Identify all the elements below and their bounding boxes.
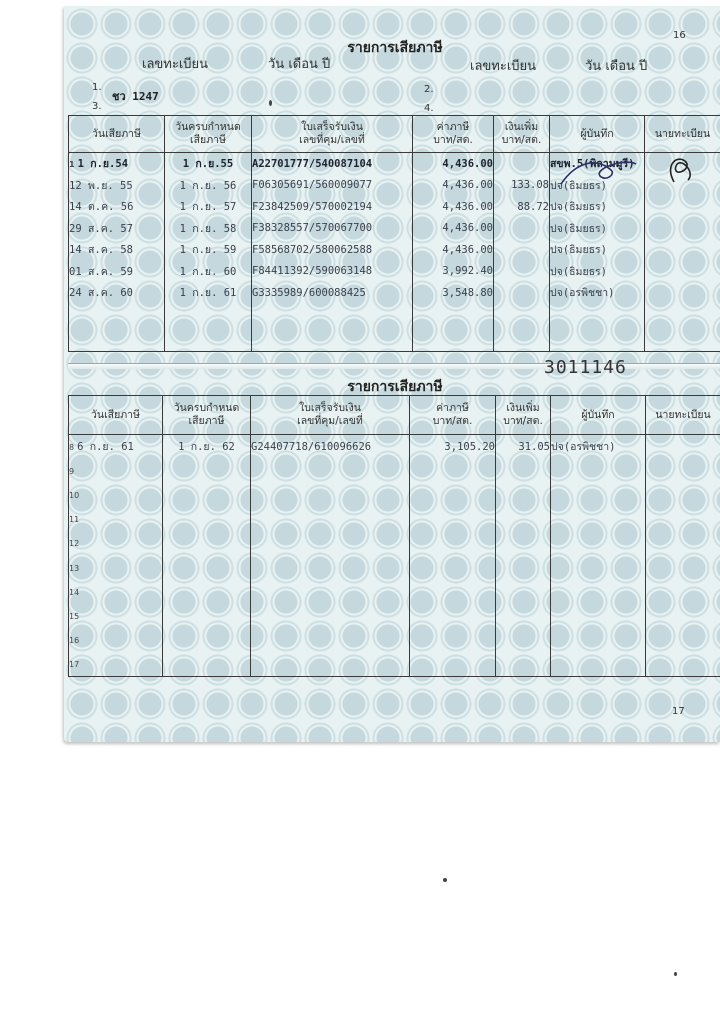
cell-receipt-number xyxy=(251,580,410,604)
cell-surcharge xyxy=(496,531,551,555)
cell-tax-amount: 3,992.40 xyxy=(413,261,494,283)
cell-receipt-number: A22701777/540087104 xyxy=(252,153,413,175)
empty-cell xyxy=(645,304,720,352)
cell-due-date: 1 ก.ย. 58 xyxy=(165,218,252,240)
table-row xyxy=(69,652,720,676)
cell-tax-date xyxy=(69,261,165,283)
cell-recorder xyxy=(551,483,646,507)
scan-speck xyxy=(443,878,447,882)
cell-registrar xyxy=(646,483,720,507)
cell-recorder: ปจ(ธิมยธร) xyxy=(550,239,645,261)
empty-cell xyxy=(550,304,645,352)
cell-registrar xyxy=(646,628,720,652)
line-number-3: 3. xyxy=(92,101,102,112)
cell-due-date xyxy=(163,604,251,628)
cell-surcharge xyxy=(494,261,550,283)
cell-surcharge: 88.72 xyxy=(494,196,550,218)
date-text: 01 ส.ค. 59 xyxy=(69,265,134,278)
table-row xyxy=(69,239,720,261)
cell-receipt-number xyxy=(251,555,410,579)
cell-recorder: สขพ.5(พิลามมูรี) xyxy=(550,153,645,175)
date-text: 14 ต.ค. 56 xyxy=(69,201,134,214)
cell-tax-date xyxy=(69,507,163,531)
cell-due-date xyxy=(163,507,251,531)
date-label-1: วัน เดือน ปี xyxy=(268,57,331,72)
ink-mark xyxy=(269,100,272,106)
row-number: 13 xyxy=(69,563,80,573)
cell-surcharge xyxy=(496,604,551,628)
cell-registrar xyxy=(646,435,720,459)
cell-receipt-number: F06305691/560009077 xyxy=(252,175,413,197)
table-row xyxy=(69,435,720,459)
cell-registrar xyxy=(645,218,720,240)
cell-tax-date xyxy=(69,282,165,304)
cell-due-date: 1 ก.ย. 62 xyxy=(163,435,251,459)
cell-recorder xyxy=(551,531,646,555)
col-tax-date: วันเสียภาษี xyxy=(69,116,165,153)
cell-surcharge xyxy=(494,282,550,304)
cell-surcharge xyxy=(494,218,550,240)
booklet-serial-stamp: 3011146 xyxy=(544,357,627,378)
cell-tax-amount: 4,436.00 xyxy=(413,153,494,175)
cell-tax-amount: 4,436.00 xyxy=(413,175,494,197)
cell-registrar xyxy=(646,459,720,483)
cell-surcharge xyxy=(496,580,551,604)
col-registrar: นายทะเบียน xyxy=(645,116,720,153)
col-tax-date-2: วันเสียภาษี xyxy=(69,396,163,435)
cell-recorder xyxy=(551,580,646,604)
cell-surcharge: 31.05 xyxy=(496,435,551,459)
table-row xyxy=(69,459,720,483)
col-recorder-2: ผู้บันทึก xyxy=(551,396,646,435)
cell-surcharge xyxy=(496,555,551,579)
cell-receipt-number xyxy=(251,531,410,555)
cell-surcharge xyxy=(496,459,551,483)
cell-tax-amount: 4,436.00 xyxy=(413,218,494,240)
cell-tax-amount xyxy=(410,628,496,652)
col-tax: ค่าภาษี บาท/สต. xyxy=(413,116,494,153)
cell-receipt-number xyxy=(251,652,410,676)
col-due-date: วันครบกำหนด เสียภาษี xyxy=(165,116,252,153)
cell-tax-date xyxy=(69,459,163,483)
cell-receipt-number: G3335989/600088425 xyxy=(252,282,413,304)
page-number-left: 16 xyxy=(673,30,686,41)
scan-speck xyxy=(674,972,677,976)
cell-registrar xyxy=(646,580,720,604)
cell-registrar xyxy=(646,531,720,555)
cell-tax-date xyxy=(69,604,163,628)
date-text: 29 ส.ค. 57 xyxy=(69,222,134,235)
cell-due-date: 1 ก.ย. 61 xyxy=(165,282,252,304)
cell-receipt-number xyxy=(251,459,410,483)
cell-registrar xyxy=(646,507,720,531)
cell-tax-amount xyxy=(410,507,496,531)
cell-surcharge xyxy=(496,628,551,652)
cell-tax-amount xyxy=(410,652,496,676)
cell-tax-date xyxy=(69,153,165,175)
col-recorder: ผู้บันทึก xyxy=(550,116,645,153)
cell-registrar xyxy=(646,604,720,628)
row-number: 9 xyxy=(69,466,75,476)
cell-tax-amount xyxy=(410,531,496,555)
cell-tax-date xyxy=(69,239,165,261)
col-surcharge-2: เงินเพิ่ม บาท/สต. xyxy=(496,396,551,435)
cell-receipt-number: G24407718/610096626 xyxy=(251,435,410,459)
cell-recorder xyxy=(551,628,646,652)
cell-tax-date xyxy=(69,218,165,240)
cell-registrar xyxy=(645,282,720,304)
cell-recorder: ปจ(ธิมยธร) xyxy=(550,218,645,240)
cell-due-date xyxy=(163,459,251,483)
cell-receipt-number: F58568702/580062588 xyxy=(252,239,413,261)
cell-tax-amount: 3,548.80 xyxy=(413,282,494,304)
cell-tax-amount xyxy=(410,580,496,604)
line-number-2: 2. xyxy=(424,84,434,95)
registration-label-2: เลขทะเบียน xyxy=(470,59,537,74)
table-row xyxy=(69,483,720,507)
cell-registrar xyxy=(645,261,720,283)
cell-due-date: 1 ก.ย. 57 xyxy=(165,196,252,218)
cell-recorder: ปจ(ธิมยธร) xyxy=(550,175,645,197)
date-text: 6 ก.ย. 61 xyxy=(77,441,134,454)
cell-due-date xyxy=(163,628,251,652)
col-tax-2: ค่าภาษี บาท/สต. xyxy=(410,396,496,435)
cell-receipt-number xyxy=(251,604,410,628)
signature-mark xyxy=(556,152,716,192)
license-plate-number: ชว 1247 xyxy=(112,90,159,103)
empty-cell xyxy=(252,304,413,352)
cell-receipt-number: F38328557/570067700 xyxy=(252,218,413,240)
cell-receipt-number: F23842509/570002194 xyxy=(252,196,413,218)
cell-receipt-number: F84411392/590063148 xyxy=(252,261,413,283)
cell-tax-date xyxy=(69,175,165,197)
cell-tax-date xyxy=(69,555,163,579)
page-number-right: 17 xyxy=(672,706,685,717)
registration-label-1: เลขทะเบียน xyxy=(142,57,209,72)
cell-surcharge xyxy=(496,483,551,507)
empty-cell xyxy=(494,304,550,352)
cell-tax-amount: 4,436.00 xyxy=(413,239,494,261)
empty-cell xyxy=(165,304,252,352)
cell-recorder xyxy=(551,555,646,579)
cell-recorder xyxy=(551,652,646,676)
date-label-2: วัน เดือน ปี xyxy=(585,59,648,74)
table-row-empty xyxy=(69,304,720,352)
table-row xyxy=(69,282,720,304)
row-number: 15 xyxy=(69,611,80,621)
row-number: 12 xyxy=(69,539,80,549)
col-registrar-2: นายทะเบียน xyxy=(646,396,720,435)
table-row xyxy=(69,555,720,579)
cell-registrar xyxy=(645,196,720,218)
row-number: 1 xyxy=(69,160,75,170)
col-receipt: ใบเสร็จรับเงิน เลขที่คุม/เลขที่ xyxy=(252,116,413,153)
table-row xyxy=(69,507,720,531)
cell-receipt-number xyxy=(251,483,410,507)
cell-due-date xyxy=(163,652,251,676)
cell-due-date: 1 ก.ย. 60 xyxy=(165,261,252,283)
table-row xyxy=(69,218,720,240)
cell-registrar xyxy=(646,652,720,676)
cell-due-date xyxy=(163,580,251,604)
col-surcharge: เงินเพิ่ม บาท/สต. xyxy=(494,116,550,153)
cell-surcharge: 133.08 xyxy=(494,175,550,197)
cell-recorder: ปจ(ธิมยธร) xyxy=(550,196,645,218)
row-number: 10 xyxy=(69,490,80,500)
empty-cell xyxy=(69,304,165,352)
cell-due-date xyxy=(163,555,251,579)
cell-registrar xyxy=(646,555,720,579)
row-number: 14 xyxy=(69,587,80,597)
cell-surcharge xyxy=(494,153,550,175)
row-number: 17 xyxy=(69,660,80,670)
date-text: 1 ก.ย.54 xyxy=(77,158,129,171)
tax-payment-table-1 xyxy=(68,115,720,352)
cell-due-date xyxy=(163,483,251,507)
cell-tax-amount: 3,105.20 xyxy=(410,435,496,459)
cell-tax-amount: 4,436.00 xyxy=(413,196,494,218)
cell-recorder: ปจ(อรพิชชา) xyxy=(551,435,646,459)
row-number: 8 xyxy=(69,443,75,453)
cell-tax-date xyxy=(69,580,163,604)
cell-tax-amount xyxy=(410,555,496,579)
col-due-date-2: วันครบกำหนด เสียภาษี xyxy=(163,396,251,435)
cell-recorder xyxy=(551,604,646,628)
cell-surcharge xyxy=(494,239,550,261)
cell-tax-date xyxy=(69,628,163,652)
table-row xyxy=(69,261,720,283)
cell-due-date: 1 ก.ย.55 xyxy=(165,153,252,175)
cell-tax-date xyxy=(69,196,165,218)
cell-due-date xyxy=(163,531,251,555)
cell-due-date: 1 ก.ย. 59 xyxy=(165,239,252,261)
date-text: 24 ส.ค. 60 xyxy=(69,287,134,300)
cell-due-date: 1 ก.ย. 56 xyxy=(165,175,252,197)
row-number: 16 xyxy=(69,636,80,646)
date-text: 14 ส.ค. 58 xyxy=(69,244,134,257)
section-title: รายการเสียภาษี xyxy=(347,40,443,56)
line-number-1: 1. xyxy=(92,82,102,93)
table-row xyxy=(69,580,720,604)
empty-cell xyxy=(413,304,494,352)
table-row xyxy=(69,196,720,218)
cell-tax-date xyxy=(69,531,163,555)
cell-recorder xyxy=(551,459,646,483)
cell-receipt-number xyxy=(251,628,410,652)
cell-surcharge xyxy=(496,652,551,676)
cell-recorder: ปจ(ธิมยธร) xyxy=(550,261,645,283)
cell-recorder xyxy=(551,507,646,531)
cell-tax-amount xyxy=(410,483,496,507)
cell-recorder: ปจ(อรพิชชา) xyxy=(550,282,645,304)
cell-tax-amount xyxy=(410,604,496,628)
cell-tax-date xyxy=(69,483,163,507)
date-text: 12 พ.ย. 55 xyxy=(69,179,133,192)
cell-tax-amount xyxy=(410,459,496,483)
cell-receipt-number xyxy=(251,507,410,531)
cell-registrar xyxy=(645,239,720,261)
tax-payment-table-2 xyxy=(68,395,720,677)
line-number-4: 4. xyxy=(424,103,434,114)
cell-tax-date xyxy=(69,652,163,676)
table-row xyxy=(69,628,720,652)
table-row xyxy=(69,531,720,555)
col-receipt-2: ใบเสร็จรับเงิน เลขที่คุม/เลขที่ xyxy=(251,396,410,435)
row-number: 11 xyxy=(69,515,80,525)
cell-surcharge xyxy=(496,507,551,531)
table-row xyxy=(69,604,720,628)
section-title-2: รายการเสียภาษี xyxy=(347,379,443,395)
cell-tax-date xyxy=(69,435,163,459)
